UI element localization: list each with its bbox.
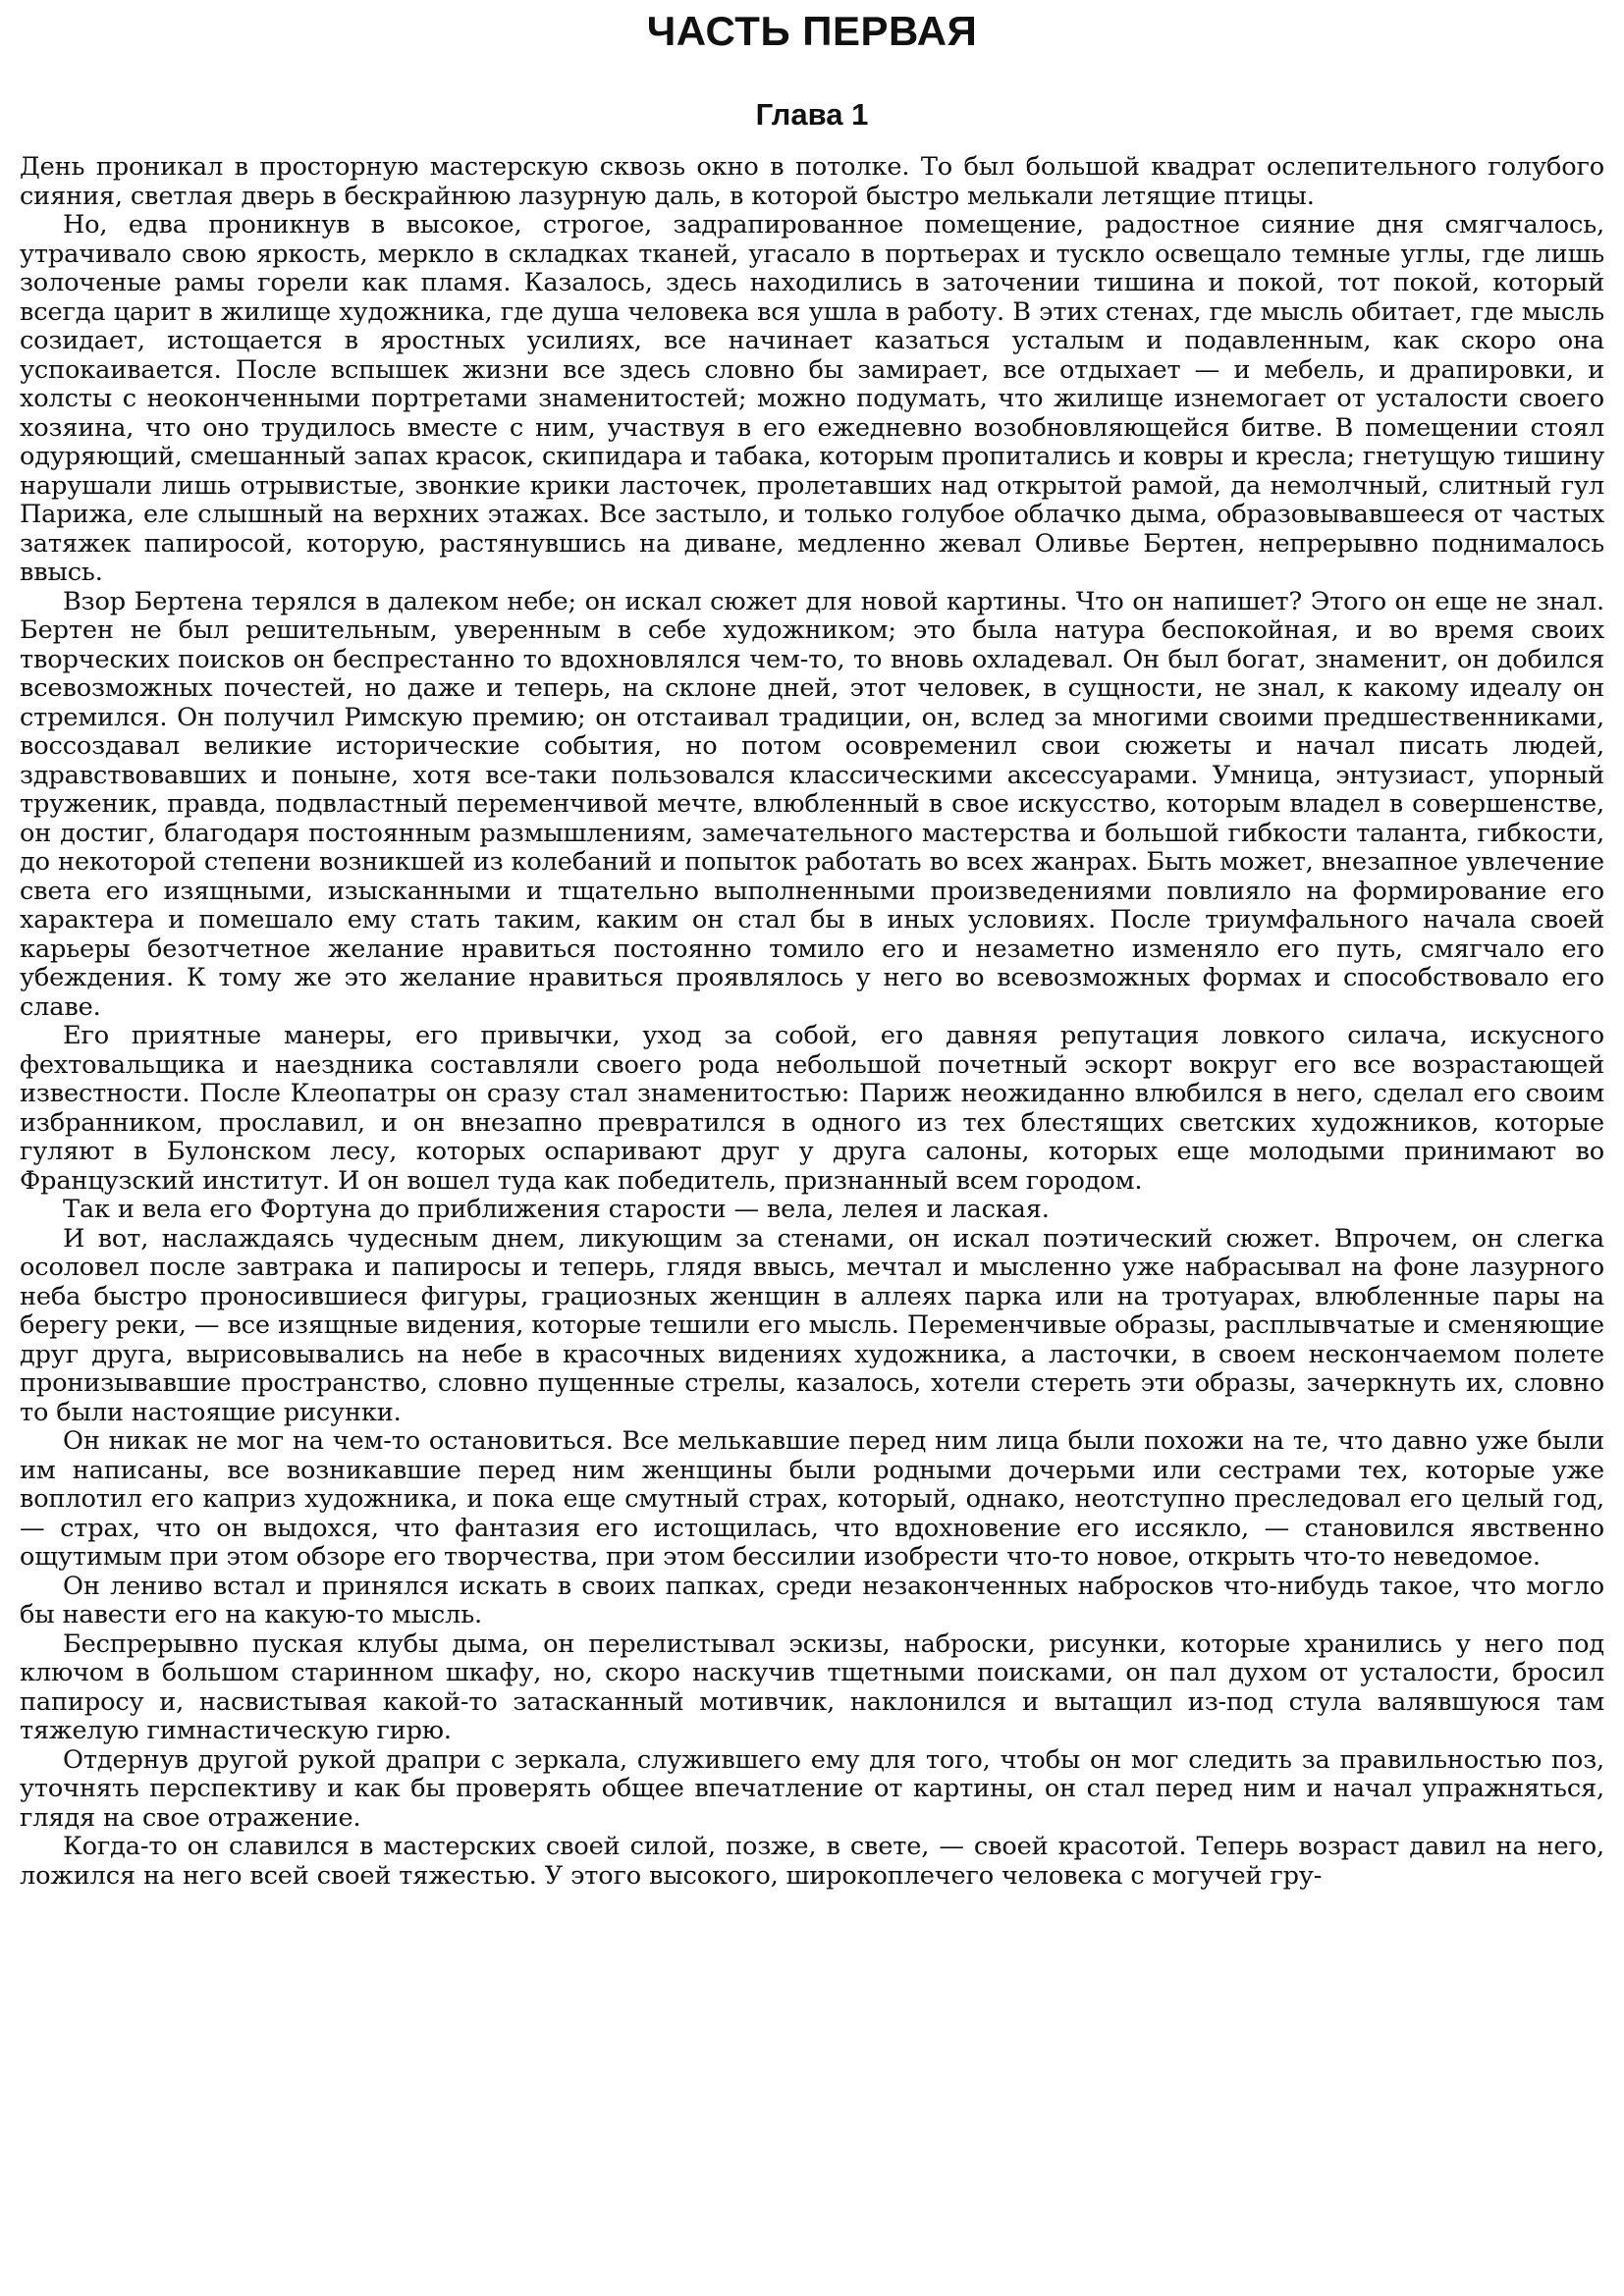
paragraph: Он никак не мог на чем-то остановиться. Все мелькавшие перед ним лица были похожи на те, что давно уже были им написаны, все возникавшие перед ним женщины были родными дочерьми или сестрами тех, которые уже воплотил его каприз художника, и пока еще смутный страх, который, однако, неотступно преследовал его целый год, — страх, что он выдохся, что фантазия его истощилась, что вдохновение его иссякло, — становился явственно ощутимым при этом обзоре его творчества, при этом бессилии изобрести что-то новое, открыть что-то неведомое. — [20, 1426, 1604, 1572]
paragraph: Так и вела его Фортуна до приближения старости — вела, лелея и лаская. — [63, 1195, 1050, 1224]
part-title: ЧАСТЬ ПЕРВАЯ — [646, 8, 978, 54]
paragraph: Когда-то он славился в мастерских своей силой, позже, в свете, — своей красотой. Теперь возраст давил на него, ложился на него всей своей тяжестью. У этого высокого, широкоплечего человека с могучей гру- — [20, 1832, 1604, 1891]
chapter-title: Глава 1 — [755, 97, 869, 132]
book-page — [20, 0, 1604, 2296]
paragraph: И вот, наслаждаясь чудесным днем, ликующим за стенами, он искал поэтический сюжет. Впрочем, он слегка осоловел после завтрака и папиросы и теперь, глядя ввысь, мечтал и мысленно уже набрасывал на фоне лазурного неба быстро проносившиеся фигуры, грациозных женщин в аллеях парка или на тротуарах, влюбленные пары на берегу реки, — все изящные видения, которые тешили его мысль. Переменчивые образы, расплывчатые и сменяющие друг друга, вырисовывались на небе в красочных видениях художника, а ласточки, в своем нескончаемом полете пронизывавшие пространство, словно пущенные стрелы, казалось, хотели стереть эти образы, зачеркнуть их, словно то были настоящие рисунки. — [20, 1223, 1604, 1427]
paragraph: Беспрерывно пуская клубы дыма, он перелистывал эскизы, наброски, рисунки, которые хранились у него под ключом в большом старинном шкафу, но, скоро наскучив тщетными поисками, он пал духом от усталости, бросил папиросу и, насвистывая какой-то затасканный мотивчик, наклонился и вытащил из-под стула валявшуюся там тяжелую гимнастическую гирю. — [20, 1629, 1604, 1745]
paragraph: Он лениво встал и принялся искать в своих папках, среди незаконченных набросков что-нибудь такое, что могло бы навести его на какую-то мысль. — [20, 1571, 1604, 1629]
paragraph: Его приятные манеры, его привычки, уход за собой, его давняя репутация ловкого силача, искусного фехтовальщика и наездника составляли своего рода небольшой почетный эскорт вокруг его все возрастающей известности. После Клеопатры он сразу стал знаменитостью: Париж неожиданно влюбился в него, сделал его своим избранником, прославил, и он внезапно превратился в одного из тех блестящих светских художников, которые гуляют в Булонском лесу, которых оспаривают друг у друга салоны, которых еще молодыми принимают во Французский институт. И он вошел туда как победитель, признанный всем городом. — [20, 1021, 1604, 1196]
paragraph: Но, едва проникнув в высокое, строгое, задрапированное помещение, радостное сияние дня смягчалось, утрачивало свою яркость, меркло в складках тканей, угасало в портьерах и тускло освещало темные углы, где лишь золоченые рамы горели как пламя. Казалось, здесь находились в заточении тишина и покой, тот покой, который всегда царит в жилище художника, где душа человека вся ушла в работу. В этих стенах, где мысль обитает, где мысль созидает, истощается в яростных усилиях, все начинает казаться усталым и подавленным, как скоро она успокаивается. После вспышек жизни все здесь словно бы замирает, все отдыхает — и мебель, и драпировки, и холсты с неоконченными портретами знаменитостей; можно подумать, что жилище изнемогает от усталости своего хозяина, что оно трудилось вместе с ним, участвуя в его ежедневно возобновляющейся битве. В помещении стоял одуряющий, смешанный запах красок, скипидара и табака, которым пропитались и ковры и кресла; гнетущую тишину нарушали лишь отрывистые, звонкие крики ласточек, пролетавших над открытой рамой, да немолчный, слитный гул Парижа, еле слышный на верхних этажах. Все застыло, и только голубое облачко дыма, образовывавшееся от частых затяжек папиросой, которую, растянувшись на диване, медленно жевал Оливье Бертен, непрерывно поднималось ввысь. — [20, 210, 1604, 587]
paragraph: Взор Бертена терялся в далеком небе; он искал сюжет для новой картины. Что он напишет? Этого он еще не знал. Бертен не был решительным, уверенным в себе художником; это была натура беспокойная, и во время своих творческих поисков он беспрестанно то вдохновлялся чем-то, то вновь охладевал. Он был богат, знаменит, он добился всевозможных почестей, но даже и теперь, на склоне дней, этот человек, в сущности, не знал, к какому идеалу он стремился. Он получил Римскую премию; он отстаивал традиции, он, вслед за многими своими предшественниками, воссоздавал великие исторические события, но потом осовременил свои сюжеты и начал писать людей, здравствовавших и поныне, хотя все-таки пользовался классическими аксессуарами. Умница, энтузиаст, упорный труженик, правда, подвластный переменчивой мечте, влюбленный в свое искусство, которым владел в совершенстве, он достиг, благодаря постоянным размышлениям, замечательного мастерства и большой гибкости таланта, гибкости, до некоторой степени возникшей из колебаний и попыток работать во всех жанрах. Быть может, внезапное увлечение света его изящными, изысканными и тщательно выполненными произведениями повлияло на формирование его характера и помешало ему стать таким, каким он стал бы в иных условиях. После триумфального начала своей карьеры безотчетное желание нравиться постоянно томило его и незаметно изменяло его путь, смягчало его убеждения. К тому же это желание нравиться проявлялось у него во всевозможных формах и способствовало его славе. — [20, 586, 1604, 1022]
paragraph: День проникал в просторную мастерскую сквозь окно в потолке. То был большой квадрат ослепительного голубого сияния, светлая дверь в бескрайнюю лазурную даль, в которой быстро мелькали летящие птицы. — [20, 152, 1604, 211]
chapter-text — [20, 153, 1604, 1891]
paragraph: Отдернув другой рукой драпри с зеркала, служившего ему для того, чтобы он мог следить за правильностью поз, уточнять перспективу и как бы проверять общее впечатление от картины, он стал перед ним и начал упражняться, глядя на свое отражение. — [20, 1744, 1604, 1833]
